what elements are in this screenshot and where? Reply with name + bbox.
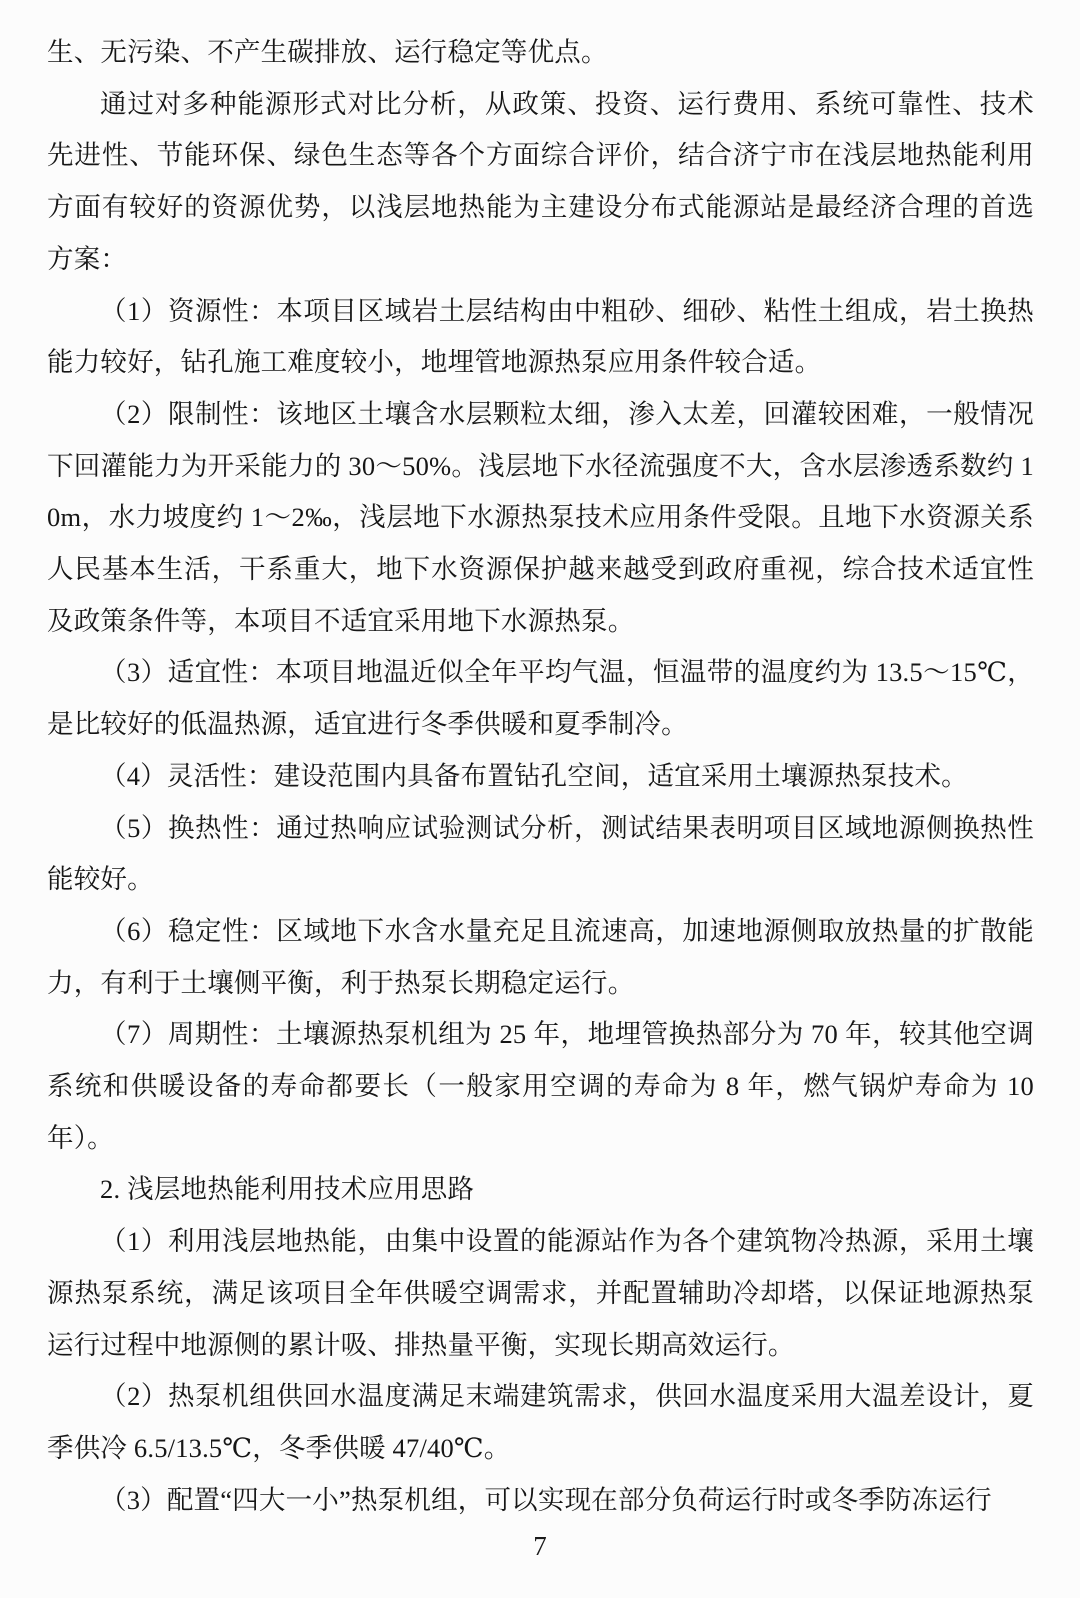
paragraph: （2）热泵机组供回水温度满足末端建筑需求，供回水温度采用大温差设计，夏季供冷 6.5/13.5℃，冬季供暖 47/40℃。 [47,1381,1034,1463]
paragraph: （2）限制性：该地区土壤含水层颗粒太细，渗入太差，回灌较困难，一般情况下回灌能力为开采能力的 30～50%。浅层地下水径流强度不大，含水层渗透系数约 10m，水力坡度约 1～2‰，浅层地下水源热泵技术应用条件受限。且地下水资源关系人民基本生活，干系重大，地下水资源保护越来越受到政府重视，综合技术适宜性及政策条件等，本项目不适宜采用地下水源热泵。 [47,398,1034,636]
paragraph: （1）资源性：本项目区域岩土层结构由中粗砂、细砂、粘性土组成，岩土换热能力较好，钻孔施工难度较小，地埋管地源热泵应用条件较合适。 [47,295,1034,378]
paragraph: （5）换热性：通过热响应试验测试分析，测试结果表明项目区域地源侧换热性能较好。 [47,812,1034,895]
paragraph: （3）配置“四大一小”热泵机组，可以实现在部分负荷运行时或冬季防冻运行 [100,1484,992,1515]
section-heading: 2. 浅层地热能利用技术应用思路 [100,1174,475,1205]
paragraph: （7）周期性：土壤源热泵机组为 25 年，地埋管换热部分为 70 年，较其他空调系统和供暖设备的寿命都要长（一般家用空调的寿命为 8 年，燃气锅炉寿命为 10 年）。 [47,1019,1034,1153]
page-number: 7 [533,1531,547,1561]
paragraph: （6）稳定性：区域地下水含水量充足且流速高，加速地源侧取放热量的扩散能力，有利于土壤侧平衡，利于热泵长期稳定运行。 [47,915,1034,998]
paragraph: 生、无污染、不产生碳排放、运行稳定等优点。 [47,37,608,67]
paragraph: （1）利用浅层地热能，由集中设置的能源站作为各个建筑物冷热源，采用土壤源热泵系统，满足该项目全年供暖空调需求，并配置辅助冷却塔，以保证地源热泵运行过程中地源侧的累计吸、排热量平衡，实现长期高效运行。 [47,1226,1034,1360]
paragraph: （3）适宜性：本项目地温近似全年平均气温，恒温带的温度约为 13.5～15℃，是比较好的低温热源，适宜进行冬季供暖和夏季制冷。 [47,657,1034,740]
paragraph: （4）灵活性：建设范围内具备布置钻孔空间，适宜采用土壤源热泵技术。 [100,760,968,791]
page-footer [0,1531,1080,1562]
paragraph: 通过对多种能源形式对比分析，从政策、投资、运行费用、系统可靠性、技术先进性、节能环保、绿色生态等各个方面综合评价，结合济宁市在浅层地热能利用方面有较好的资源优势，以浅层地热能为主建设分布式能源站是最经济合理的首选方案： [47,88,1034,274]
